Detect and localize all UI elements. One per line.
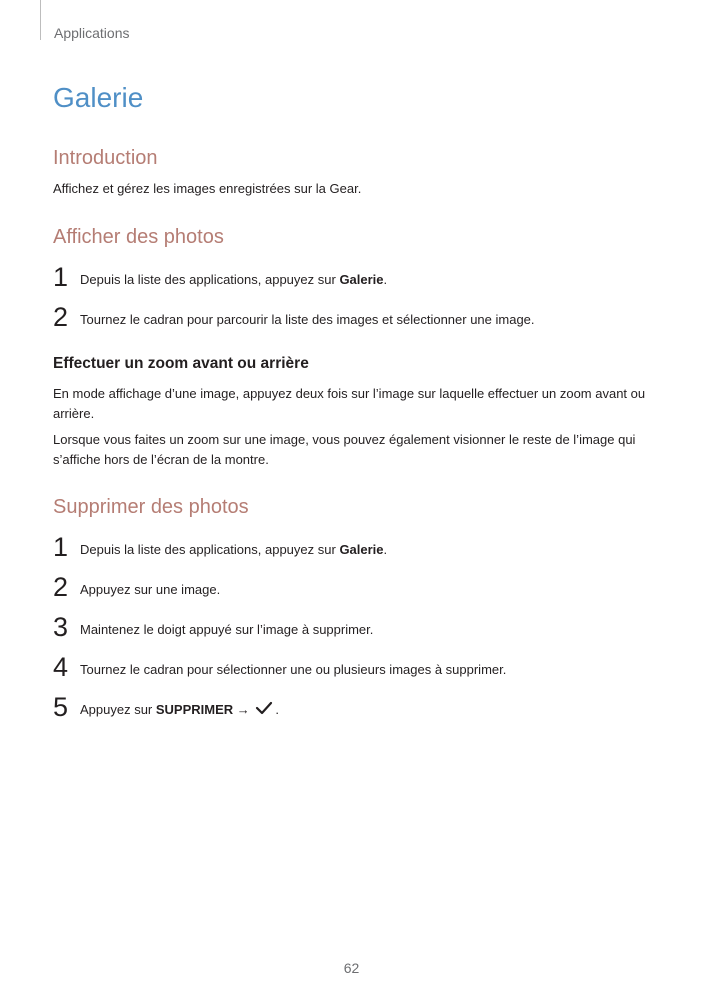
- step-text: Tournez le cadran pour parcourir la liste des images et sélectionner une image.: [80, 312, 535, 327]
- step-text: Maintenez le doigt appuyé sur l’image à supprimer.: [80, 622, 374, 637]
- step-text: Appuyez sur SUPPRIMER → .: [80, 701, 279, 720]
- header-section: Applications: [54, 25, 130, 41]
- step-number: 1: [53, 532, 69, 562]
- supprimer-label: SUPPRIMER: [155, 702, 234, 717]
- step-number: 5: [53, 692, 69, 722]
- zoom-paragraph-1: En mode affichage d’une image, appuyez deux fois sur l’image sur laquelle effectuer un zoom avant ou arrière.: [53, 386, 646, 421]
- step-text: Appuyez sur une image.: [80, 582, 221, 597]
- zoom-paragraph-2: Lorsque vous faites un zoom sur une image, vous pouvez également visionner le reste de l’image qui s’affiche hors de l’écran de la montre.: [53, 432, 636, 467]
- step-number: 2: [53, 572, 69, 602]
- galerie-label: Galerie: [339, 272, 384, 287]
- introduction-heading: Introduction: [53, 147, 158, 169]
- view-photos-heading: Afficher des photos: [53, 226, 224, 248]
- checkmark-icon: [255, 701, 273, 720]
- step-text: Tournez le cadran pour sélectionner une ou plusieurs images à supprimer.: [80, 662, 507, 677]
- step-number: 2: [53, 302, 69, 332]
- header-rule: [40, 0, 41, 40]
- galerie-label: Galerie: [339, 542, 384, 557]
- zoom-heading: Effectuer un zoom avant ou arrière: [53, 355, 309, 372]
- step-text: Depuis la liste des applications, appuyez sur Galerie.: [80, 272, 388, 287]
- page-title: Galerie: [53, 82, 144, 113]
- step-text: Depuis la liste des applications, appuyez sur Galerie.: [80, 542, 388, 557]
- step-number: 1: [53, 262, 69, 292]
- step-number: 3: [53, 612, 69, 642]
- arrow-glyph: →: [236, 702, 250, 717]
- delete-photos-heading: Supprimer des photos: [53, 496, 249, 518]
- page-number: 62: [343, 960, 360, 976]
- introduction-text: Affichez et gérez les images enregistrées sur la Gear.: [53, 181, 362, 196]
- step-number: 4: [53, 652, 69, 682]
